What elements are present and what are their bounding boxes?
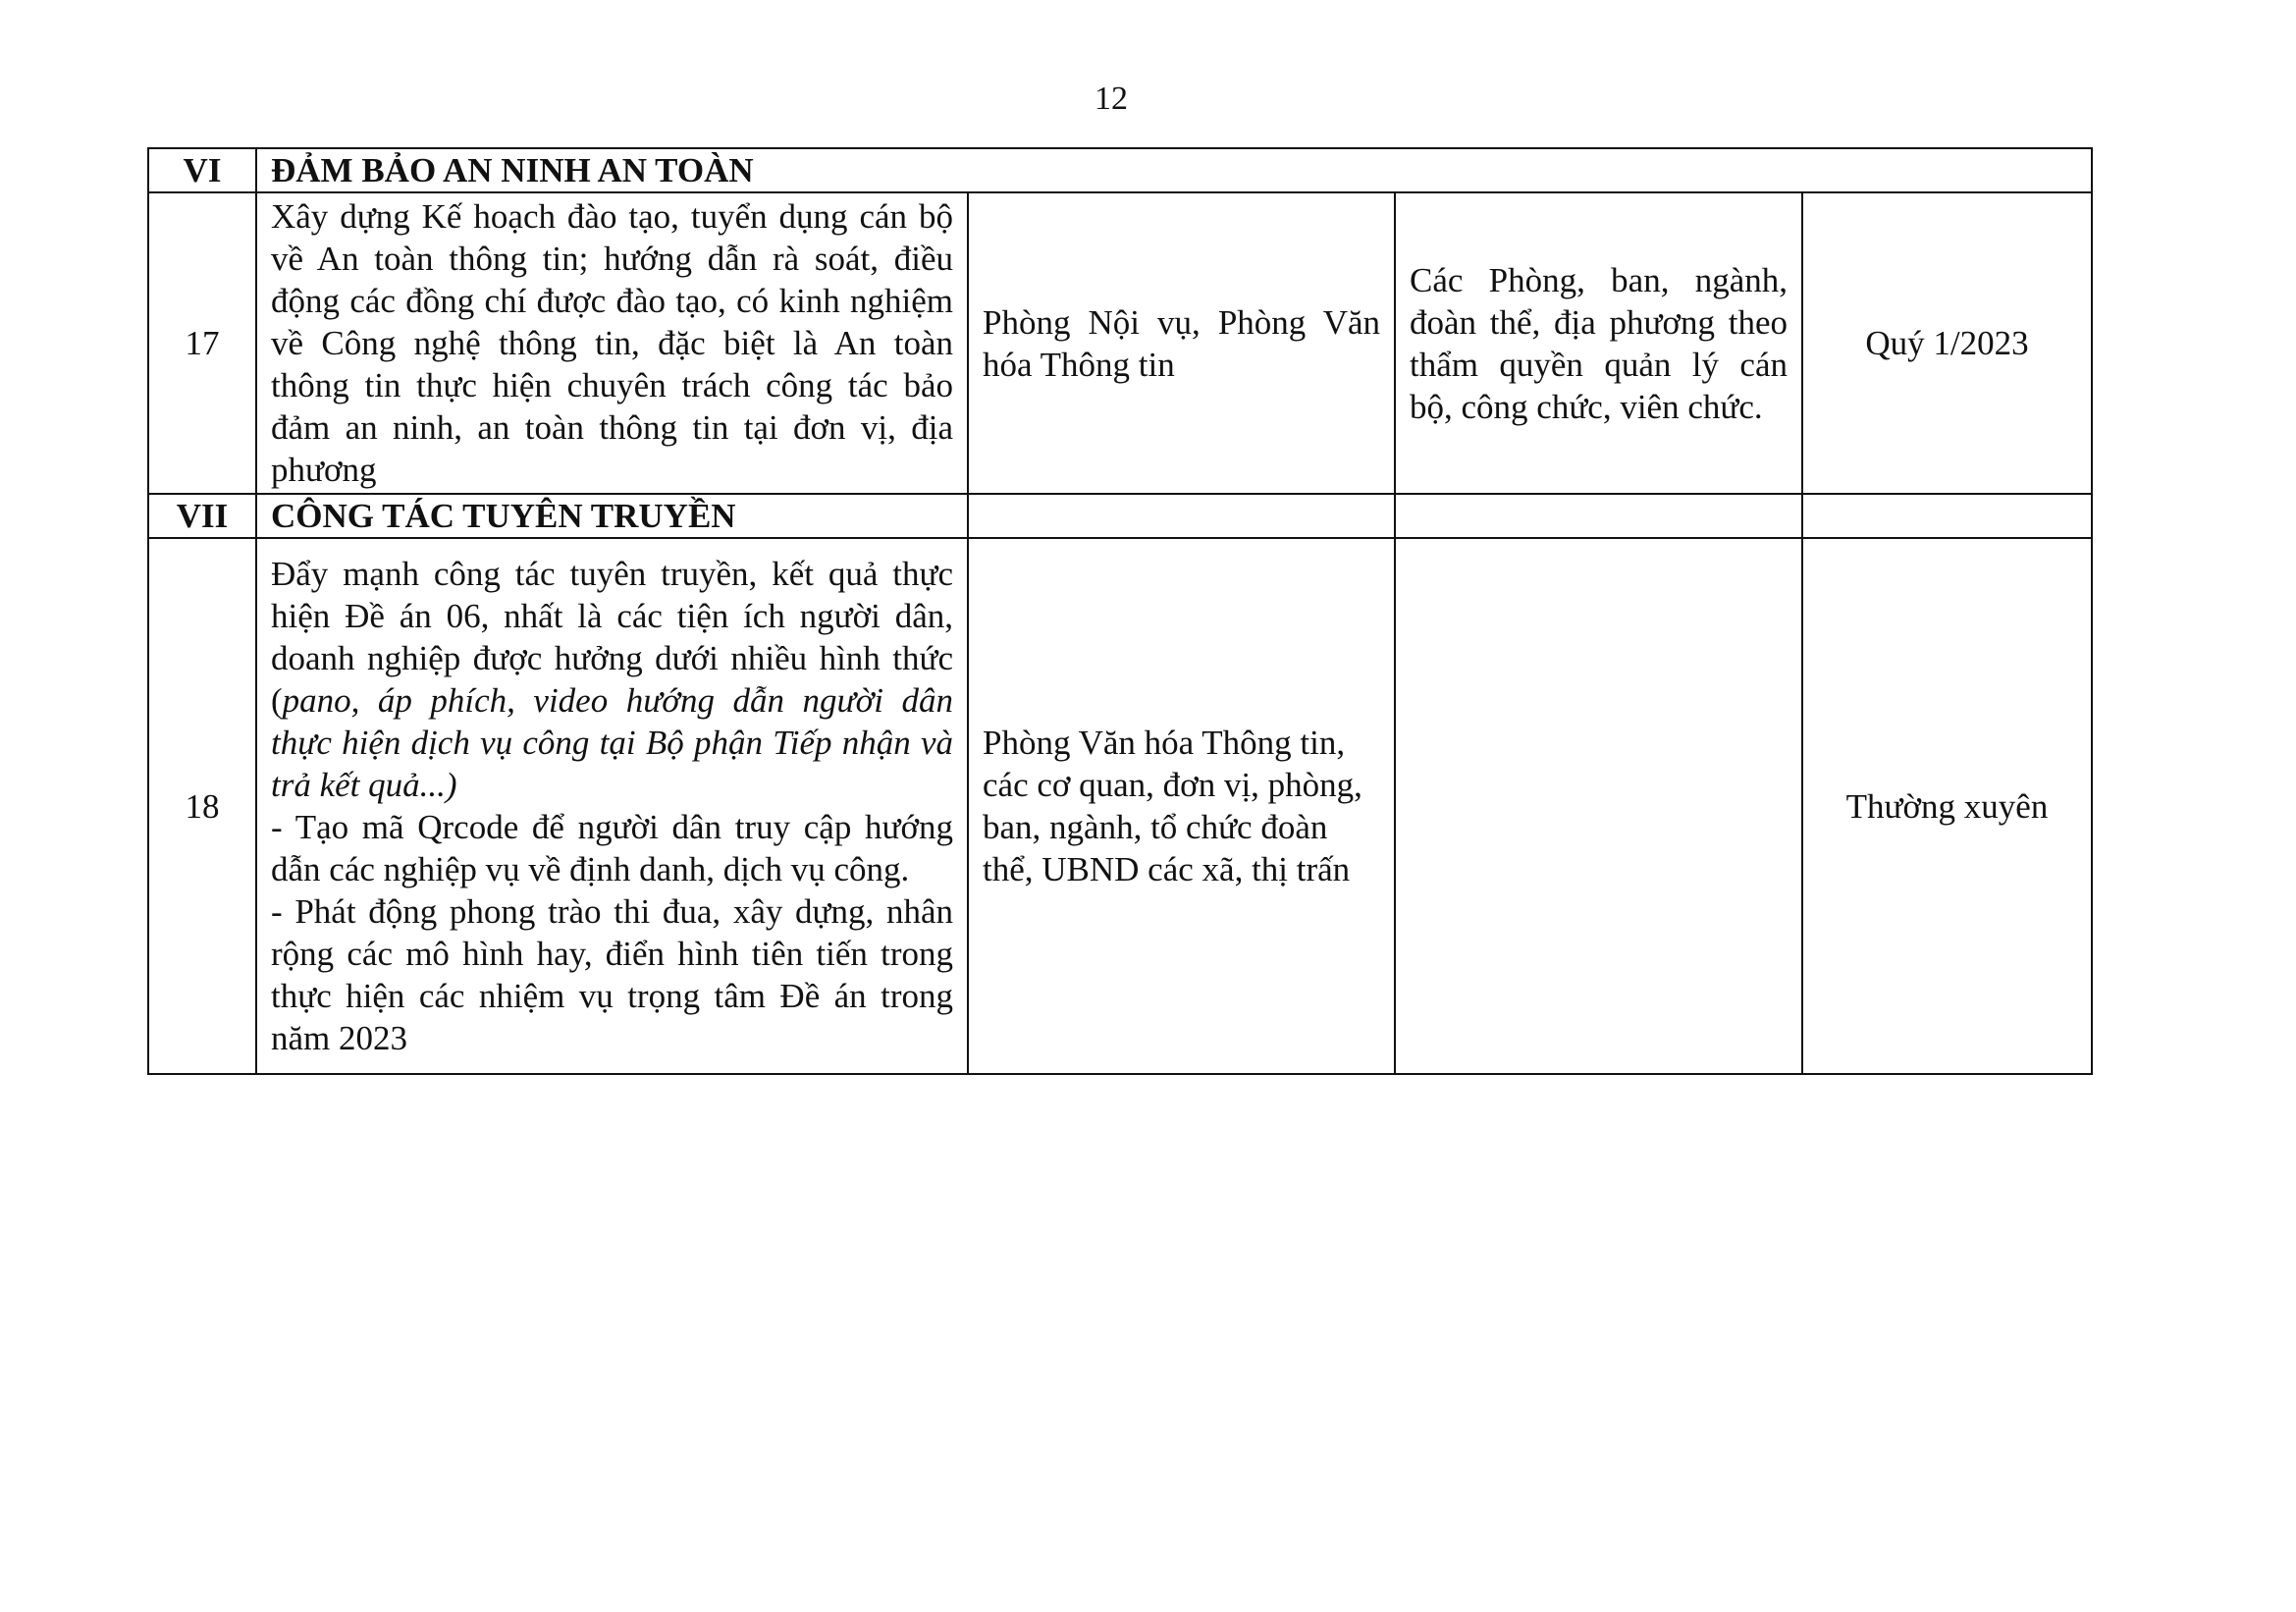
task-content-intro: Đẩy mạnh công tác tuyên truyền, kết quả thực hiện Đề án 06, nhất là các tiện ích người dân, doanh nghiệp được hưởng dưới nhiều hình thức ( bbox=[271, 555, 953, 720]
task-content-italic: pano, áp phích, video hướng dẫn người dân thực hiện dịch vụ công tại Bộ phận Tiếp nhận và trả kết quả...) bbox=[271, 681, 953, 804]
task-content-bullet: - Tạo mã Qrcode để người dân truy cập hướng dẫn các nghiệp vụ về định danh, dịch vụ công. bbox=[271, 808, 953, 888]
empty-cell bbox=[1802, 494, 2092, 538]
task-table bbox=[147, 147, 2093, 1075]
task-content-bullet: - Phát động phong trào thi đua, xây dựng, nhân rộng các mô hình hay, điển hình tiên tiến trong thực hiện các nhiệm vụ trọng tâm Đề án trong năm 2023 bbox=[271, 892, 953, 1057]
task-number: 17 bbox=[148, 192, 256, 494]
table-row bbox=[148, 538, 2092, 1074]
task-lead-text: Phòng Văn hóa Thông tin, các cơ quan, đơn vị, phòng, ban, ngành, tổ chức đoàn thể, UBND các xã, thị trấn bbox=[983, 724, 1362, 888]
task-timeline: Quý 1/2023 bbox=[1802, 192, 2092, 494]
table-row bbox=[148, 192, 2092, 494]
page-number: 12 bbox=[1095, 81, 1128, 117]
task-content: Xây dựng Kế hoạch đào tạo, tuyển dụng cán bộ về An toàn thông tin; hướng dẫn rà soát, điều động các đồng chí được đào tạo, có kinh nghiệm về Công nghệ thông tin, đặc biệt là An toàn thông tin thực hiện chuyên trách công tác bảo đảm an ninh, an toàn thông tin tại đơn vị, địa phương bbox=[256, 192, 968, 494]
empty-cell bbox=[1395, 494, 1802, 538]
section-roman-numeral: VI bbox=[148, 148, 256, 192]
section-row-vi bbox=[148, 148, 2092, 192]
task-lead-unit: Phòng Nội vụ, Phòng Văn hóa Thông tin bbox=[968, 192, 1395, 494]
task-lead-unit bbox=[968, 538, 1395, 1074]
section-title: CÔNG TÁC TUYÊN TRUYỀN bbox=[256, 494, 968, 538]
task-coordinating-unit: Các Phòng, ban, ngành, đoàn thể, địa phương theo thẩm quyền quản lý cán bộ, công chức, viên chức. bbox=[1395, 192, 1802, 494]
task-coordinating-unit bbox=[1395, 538, 1802, 1074]
section-row-vii bbox=[148, 494, 2092, 538]
section-roman-numeral: VII bbox=[148, 494, 256, 538]
empty-cell bbox=[968, 494, 1395, 538]
task-number: 18 bbox=[148, 538, 256, 1074]
task-timeline: Thường xuyên bbox=[1802, 538, 2092, 1074]
section-title: ĐẢM BẢO AN NINH AN TOÀN bbox=[256, 148, 2092, 192]
task-content-paragraph bbox=[271, 553, 953, 806]
task-content bbox=[256, 538, 968, 1074]
